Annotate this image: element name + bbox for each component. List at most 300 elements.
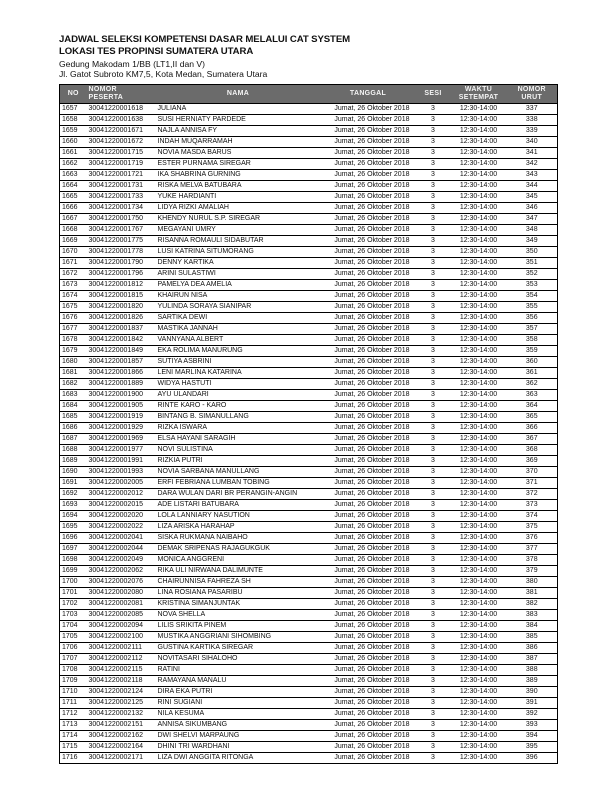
cell-nama: YULINDA SORAYA SIANIPAR	[156, 302, 321, 313]
cell-sesi: 3	[416, 214, 451, 225]
cell-nomor-peserta: 30041220001796	[87, 269, 156, 280]
cell-no: 1678	[60, 335, 87, 346]
cell-waktu: 12:30-14:00	[451, 170, 507, 181]
table-row	[60, 412, 558, 423]
table-row	[60, 159, 558, 170]
cell-no: 1713	[60, 720, 87, 731]
cell-sesi: 3	[416, 500, 451, 511]
table-header-row	[60, 85, 558, 104]
cell-tanggal: Jumat, 26 Oktober 2018	[321, 247, 416, 258]
cell-waktu: 12:30-14:00	[451, 742, 507, 753]
cell-nomor-peserta: 30041220002041	[87, 533, 156, 544]
cell-sesi: 3	[416, 269, 451, 280]
cell-tanggal: Jumat, 26 Oktober 2018	[321, 236, 416, 247]
cell-no: 1665	[60, 192, 87, 203]
cell-sesi: 3	[416, 522, 451, 533]
cell-no: 1691	[60, 478, 87, 489]
cell-tanggal: Jumat, 26 Oktober 2018	[321, 335, 416, 346]
cell-nomor-urut: 343	[507, 170, 558, 181]
cell-waktu: 12:30-14:00	[451, 544, 507, 555]
table-row	[60, 247, 558, 258]
cell-no: 1669	[60, 236, 87, 247]
table-row	[60, 588, 558, 599]
cell-nomor-peserta: 30041220001905	[87, 401, 156, 412]
cell-tanggal: Jumat, 26 Oktober 2018	[321, 346, 416, 357]
cell-tanggal: Jumat, 26 Oktober 2018	[321, 280, 416, 291]
cell-no: 1683	[60, 390, 87, 401]
cell-no: 1684	[60, 401, 87, 412]
cell-sesi: 3	[416, 687, 451, 698]
cell-nama: JULIANA	[156, 104, 321, 115]
cell-nama: DWI SHELVI MARPAUNG	[156, 731, 321, 742]
cell-no: 1702	[60, 599, 87, 610]
cell-nama: ELSA HAYANI SARAGIH	[156, 434, 321, 445]
cell-tanggal: Jumat, 26 Oktober 2018	[321, 742, 416, 753]
cell-nomor-peserta: 30041220001790	[87, 258, 156, 269]
cell-tanggal: Jumat, 26 Oktober 2018	[321, 214, 416, 225]
cell-sesi: 3	[416, 280, 451, 291]
cell-tanggal: Jumat, 26 Oktober 2018	[321, 610, 416, 621]
cell-waktu: 12:30-14:00	[451, 676, 507, 687]
cell-nama: RIZKA ISWARA	[156, 423, 321, 434]
cell-nomor-peserta: 30041220001815	[87, 291, 156, 302]
cell-no: 1708	[60, 665, 87, 676]
cell-waktu: 12:30-14:00	[451, 357, 507, 368]
cell-sesi: 3	[416, 544, 451, 555]
cell-tanggal: Jumat, 26 Oktober 2018	[321, 203, 416, 214]
cell-nomor-urut: 394	[507, 731, 558, 742]
cell-nomor-peserta: 30041220002115	[87, 665, 156, 676]
cell-sesi: 3	[416, 302, 451, 313]
cell-nama: NOVI SULISTINA	[156, 445, 321, 456]
table-row	[60, 313, 558, 324]
cell-nomor-peserta: 30041220001837	[87, 324, 156, 335]
cell-sesi: 3	[416, 445, 451, 456]
cell-nomor-urut: 371	[507, 478, 558, 489]
cell-sesi: 3	[416, 478, 451, 489]
cell-no: 1674	[60, 291, 87, 302]
cell-nomor-peserta: 30041220002112	[87, 654, 156, 665]
cell-waktu: 12:30-14:00	[451, 302, 507, 313]
cell-tanggal: Jumat, 26 Oktober 2018	[321, 632, 416, 643]
cell-tanggal: Jumat, 26 Oktober 2018	[321, 269, 416, 280]
cell-waktu: 12:30-14:00	[451, 731, 507, 742]
cell-nomor-peserta: 30041220002081	[87, 599, 156, 610]
cell-nomor-urut: 361	[507, 368, 558, 379]
cell-nama: LOLA LANNIARY NASUTION	[156, 511, 321, 522]
cell-sesi: 3	[416, 401, 451, 412]
cell-waktu: 12:30-14:00	[451, 346, 507, 357]
cell-nomor-peserta: 30041220001919	[87, 412, 156, 423]
cell-nama: RATINI	[156, 665, 321, 676]
cell-nomor-peserta: 30041220001733	[87, 192, 156, 203]
cell-waktu: 12:30-14:00	[451, 456, 507, 467]
cell-waktu: 12:30-14:00	[451, 665, 507, 676]
table-row	[60, 676, 558, 687]
table-row	[60, 291, 558, 302]
header-nomor-peserta: NOMOR PESERTA	[87, 85, 156, 104]
table-row	[60, 566, 558, 577]
cell-tanggal: Jumat, 26 Oktober 2018	[321, 643, 416, 654]
cell-nomor-peserta: 30041220001715	[87, 148, 156, 159]
cell-nomor-urut: 349	[507, 236, 558, 247]
cell-no: 1657	[60, 104, 87, 115]
table-row	[60, 214, 558, 225]
cell-tanggal: Jumat, 26 Oktober 2018	[321, 192, 416, 203]
cell-nama: ERFI FEBRIANA LUMBAN TOBING	[156, 478, 321, 489]
cell-nama: KRISTINA SIMANJUNTAK	[156, 599, 321, 610]
cell-nomor-urut: 382	[507, 599, 558, 610]
cell-sesi: 3	[416, 599, 451, 610]
cell-nama: LIZA DWI ANGGITA RITONGA	[156, 753, 321, 764]
cell-nama: MASTIKA JANNAH	[156, 324, 321, 335]
cell-tanggal: Jumat, 26 Oktober 2018	[321, 181, 416, 192]
cell-waktu: 12:30-14:00	[451, 412, 507, 423]
cell-sesi: 3	[416, 236, 451, 247]
cell-nomor-urut: 395	[507, 742, 558, 753]
table-row	[60, 192, 558, 203]
cell-no: 1716	[60, 753, 87, 764]
cell-nama: RAMAYANA MANALU	[156, 676, 321, 687]
cell-waktu: 12:30-14:00	[451, 247, 507, 258]
cell-tanggal: Jumat, 26 Oktober 2018	[321, 577, 416, 588]
cell-tanggal: Jumat, 26 Oktober 2018	[321, 478, 416, 489]
cell-tanggal: Jumat, 26 Oktober 2018	[321, 258, 416, 269]
cell-nama: MUSTIKA ANGGRIANI SIHOMBING	[156, 632, 321, 643]
cell-waktu: 12:30-14:00	[451, 632, 507, 643]
cell-waktu: 12:30-14:00	[451, 236, 507, 247]
cell-nomor-urut: 341	[507, 148, 558, 159]
cell-no: 1706	[60, 643, 87, 654]
cell-sesi: 3	[416, 511, 451, 522]
cell-waktu: 12:30-14:00	[451, 643, 507, 654]
cell-nama: INDAH MUQARRAMAH	[156, 137, 321, 148]
table-row	[60, 258, 558, 269]
cell-nomor-peserta: 30041220001977	[87, 445, 156, 456]
cell-nomor-urut: 360	[507, 357, 558, 368]
cell-sesi: 3	[416, 709, 451, 720]
cell-waktu: 12:30-14:00	[451, 368, 507, 379]
cell-waktu: 12:30-14:00	[451, 621, 507, 632]
cell-no: 1686	[60, 423, 87, 434]
cell-nama: KHAIRUN NISA	[156, 291, 321, 302]
cell-tanggal: Jumat, 26 Oktober 2018	[321, 522, 416, 533]
cell-nama: DIRA EKA PUTRI	[156, 687, 321, 698]
cell-sesi: 3	[416, 159, 451, 170]
cell-no: 1682	[60, 379, 87, 390]
cell-nomor-peserta: 30041220002015	[87, 500, 156, 511]
cell-nama: NOVITASARI SIHALOHO	[156, 654, 321, 665]
cell-nama: IKA SHABRINA GURNING	[156, 170, 321, 181]
cell-waktu: 12:30-14:00	[451, 335, 507, 346]
cell-nomor-urut: 356	[507, 313, 558, 324]
cell-sesi: 3	[416, 742, 451, 753]
cell-sesi: 3	[416, 489, 451, 500]
cell-sesi: 3	[416, 577, 451, 588]
cell-nomor-peserta: 30041220001767	[87, 225, 156, 236]
cell-nama: CHAIRUNNISA FAHREZA SH	[156, 577, 321, 588]
cell-no: 1700	[60, 577, 87, 588]
cell-waktu: 12:30-14:00	[451, 137, 507, 148]
cell-waktu: 12:30-14:00	[451, 555, 507, 566]
table-row	[60, 126, 558, 137]
cell-nomor-urut: 355	[507, 302, 558, 313]
cell-nomor-peserta: 30041220001671	[87, 126, 156, 137]
cell-tanggal: Jumat, 26 Oktober 2018	[321, 720, 416, 731]
cell-nomor-urut: 346	[507, 203, 558, 214]
cell-no: 1688	[60, 445, 87, 456]
cell-tanggal: Jumat, 26 Oktober 2018	[321, 599, 416, 610]
table-row	[60, 720, 558, 731]
header-tanggal: TANGGAL	[321, 85, 416, 104]
cell-no: 1673	[60, 280, 87, 291]
cell-nomor-peserta: 30041220002076	[87, 577, 156, 588]
cell-nomor-peserta: 30041220002094	[87, 621, 156, 632]
cell-waktu: 12:30-14:00	[451, 225, 507, 236]
cell-nomor-urut: 383	[507, 610, 558, 621]
cell-sesi: 3	[416, 368, 451, 379]
cell-sesi: 3	[416, 324, 451, 335]
cell-nomor-urut: 384	[507, 621, 558, 632]
header-nomor-urut: NOMOR URUT	[507, 85, 558, 104]
cell-waktu: 12:30-14:00	[451, 522, 507, 533]
cell-tanggal: Jumat, 26 Oktober 2018	[321, 104, 416, 115]
table-row	[60, 203, 558, 214]
cell-no: 1689	[60, 456, 87, 467]
cell-nama: DEMAK SRIPENAS RAJAGUKGUK	[156, 544, 321, 555]
cell-tanggal: Jumat, 26 Oktober 2018	[321, 434, 416, 445]
cell-tanggal: Jumat, 26 Oktober 2018	[321, 159, 416, 170]
cell-sesi: 3	[416, 698, 451, 709]
cell-nomor-urut: 348	[507, 225, 558, 236]
cell-sesi: 3	[416, 720, 451, 731]
cell-nama: SISKA RUKMANA NAIBAHO	[156, 533, 321, 544]
table-row	[60, 753, 558, 764]
table-row	[60, 698, 558, 709]
cell-no: 1710	[60, 687, 87, 698]
cell-nomor-peserta: 30041220002111	[87, 643, 156, 654]
cell-tanggal: Jumat, 26 Oktober 2018	[321, 291, 416, 302]
cell-waktu: 12:30-14:00	[451, 313, 507, 324]
cell-sesi: 3	[416, 533, 451, 544]
cell-no: 1658	[60, 115, 87, 126]
cell-no: 1680	[60, 357, 87, 368]
cell-waktu: 12:30-14:00	[451, 401, 507, 412]
cell-no: 1675	[60, 302, 87, 313]
table-row	[60, 654, 558, 665]
cell-sesi: 3	[416, 731, 451, 742]
cell-nomor-urut: 365	[507, 412, 558, 423]
table-row	[60, 357, 558, 368]
table-row	[60, 610, 558, 621]
cell-nomor-peserta: 30041220002132	[87, 709, 156, 720]
table-row	[60, 423, 558, 434]
cell-nomor-peserta: 30041220001991	[87, 456, 156, 467]
cell-nama: RINI SUGIANI	[156, 698, 321, 709]
cell-nama: WIDYA HASTUTI	[156, 379, 321, 390]
cell-sesi: 3	[416, 665, 451, 676]
cell-no: 1696	[60, 533, 87, 544]
cell-nama: DENNY KARTIKA	[156, 258, 321, 269]
cell-nomor-urut: 380	[507, 577, 558, 588]
cell-sesi: 3	[416, 291, 451, 302]
cell-tanggal: Jumat, 26 Oktober 2018	[321, 324, 416, 335]
cell-no: 1693	[60, 500, 87, 511]
cell-tanggal: Jumat, 26 Oktober 2018	[321, 687, 416, 698]
cell-nama: VANNYANA ALBERT	[156, 335, 321, 346]
cell-nomor-peserta: 30041220001812	[87, 280, 156, 291]
cell-sesi: 3	[416, 434, 451, 445]
cell-no: 1667	[60, 214, 87, 225]
cell-nama: SUTIYA ASBRINI	[156, 357, 321, 368]
cell-no: 1704	[60, 621, 87, 632]
address: Jl. Gatot Subroto KM7,5, Kota Medan, Sumatera Utara	[59, 69, 268, 79]
cell-waktu: 12:30-14:00	[451, 511, 507, 522]
cell-nama: BINTANG B. SIMANULLANG	[156, 412, 321, 423]
table-row	[60, 170, 558, 181]
cell-nomor-peserta: 30041220001857	[87, 357, 156, 368]
cell-sesi: 3	[416, 148, 451, 159]
table-row	[60, 742, 558, 753]
cell-nomor-urut: 338	[507, 115, 558, 126]
cell-nomor-peserta: 30041220001750	[87, 214, 156, 225]
cell-waktu: 12:30-14:00	[451, 148, 507, 159]
cell-nomor-peserta: 30041220002080	[87, 588, 156, 599]
cell-no: 1681	[60, 368, 87, 379]
cell-nama: RISANNA ROMAULI SIDABUTAR	[156, 236, 321, 247]
cell-tanggal: Jumat, 26 Oktober 2018	[321, 313, 416, 324]
cell-sesi: 3	[416, 258, 451, 269]
cell-tanggal: Jumat, 26 Oktober 2018	[321, 357, 416, 368]
cell-no: 1703	[60, 610, 87, 621]
table-row	[60, 687, 558, 698]
cell-tanggal: Jumat, 26 Oktober 2018	[321, 654, 416, 665]
table-row	[60, 665, 558, 676]
cell-waktu: 12:30-14:00	[451, 291, 507, 302]
cell-waktu: 12:30-14:00	[451, 104, 507, 115]
cell-no: 1663	[60, 170, 87, 181]
cell-sesi: 3	[416, 115, 451, 126]
cell-sesi: 3	[416, 390, 451, 401]
cell-waktu: 12:30-14:00	[451, 599, 507, 610]
cell-nomor-urut: 363	[507, 390, 558, 401]
cell-nama: RISKA MELVA BATUBARA	[156, 181, 321, 192]
cell-tanggal: Jumat, 26 Oktober 2018	[321, 676, 416, 687]
cell-nomor-peserta: 30041220001929	[87, 423, 156, 434]
cell-waktu: 12:30-14:00	[451, 533, 507, 544]
cell-nomor-urut: 342	[507, 159, 558, 170]
table-row	[60, 500, 558, 511]
cell-nomor-urut: 353	[507, 280, 558, 291]
table-row	[60, 522, 558, 533]
cell-nomor-peserta: 30041220001849	[87, 346, 156, 357]
cell-sesi: 3	[416, 126, 451, 137]
table-row	[60, 434, 558, 445]
cell-nomor-peserta: 30041220001826	[87, 313, 156, 324]
cell-nomor-urut: 351	[507, 258, 558, 269]
cell-no: 1666	[60, 203, 87, 214]
cell-nama: YUKE HARDIANTI	[156, 192, 321, 203]
cell-nama: LENI MARLINA KATARINA	[156, 368, 321, 379]
cell-waktu: 12:30-14:00	[451, 434, 507, 445]
table-row	[60, 533, 558, 544]
cell-nama: MEGAYANI UMRY	[156, 225, 321, 236]
cell-no: 1660	[60, 137, 87, 148]
cell-nomor-peserta: 30041220002049	[87, 555, 156, 566]
cell-tanggal: Jumat, 26 Oktober 2018	[321, 544, 416, 555]
table-row	[60, 324, 558, 335]
cell-nama: SUSI HERNIATY PARDEDE	[156, 115, 321, 126]
cell-nomor-urut: 344	[507, 181, 558, 192]
cell-nomor-peserta: 30041220001618	[87, 104, 156, 115]
cell-tanggal: Jumat, 26 Oktober 2018	[321, 566, 416, 577]
cell-tanggal: Jumat, 26 Oktober 2018	[321, 115, 416, 126]
cell-no: 1671	[60, 258, 87, 269]
table-row	[60, 489, 558, 500]
cell-waktu: 12:30-14:00	[451, 588, 507, 599]
cell-nomor-peserta: 30041220001719	[87, 159, 156, 170]
cell-nomor-peserta: 30041220001638	[87, 115, 156, 126]
cell-no: 1679	[60, 346, 87, 357]
table-row	[60, 731, 558, 742]
cell-sesi: 3	[416, 566, 451, 577]
cell-nomor-peserta: 30041220001775	[87, 236, 156, 247]
cell-no: 1664	[60, 181, 87, 192]
cell-sesi: 3	[416, 170, 451, 181]
cell-waktu: 12:30-14:00	[451, 489, 507, 500]
cell-nomor-peserta: 30041220002085	[87, 610, 156, 621]
cell-waktu: 12:30-14:00	[451, 610, 507, 621]
cell-nomor-peserta: 30041220002164	[87, 742, 156, 753]
cell-nomor-peserta: 30041220001731	[87, 181, 156, 192]
cell-nomor-urut: 364	[507, 401, 558, 412]
header-sesi: SESI	[416, 85, 451, 104]
cell-no: 1712	[60, 709, 87, 720]
cell-no: 1662	[60, 159, 87, 170]
cell-nomor-peserta: 30041220001734	[87, 203, 156, 214]
cell-tanggal: Jumat, 26 Oktober 2018	[321, 390, 416, 401]
cell-nama: NILA KESUMA	[156, 709, 321, 720]
cell-nomor-urut: 378	[507, 555, 558, 566]
cell-waktu: 12:30-14:00	[451, 324, 507, 335]
cell-nomor-urut: 367	[507, 434, 558, 445]
cell-nomor-urut: 358	[507, 335, 558, 346]
table-row	[60, 643, 558, 654]
cell-nama: GUSTINA KARTIKA SIREGAR	[156, 643, 321, 654]
cell-sesi: 3	[416, 632, 451, 643]
table-row	[60, 621, 558, 632]
cell-nomor-urut: 391	[507, 698, 558, 709]
table-row	[60, 302, 558, 313]
cell-waktu: 12:30-14:00	[451, 181, 507, 192]
cell-nomor-urut: 350	[507, 247, 558, 258]
cell-nama: LIZA ARISKA HARAHAP	[156, 522, 321, 533]
cell-tanggal: Jumat, 26 Oktober 2018	[321, 379, 416, 390]
cell-no: 1697	[60, 544, 87, 555]
cell-no: 1668	[60, 225, 87, 236]
cell-no: 1701	[60, 588, 87, 599]
cell-nomor-urut: 389	[507, 676, 558, 687]
cell-sesi: 3	[416, 423, 451, 434]
cell-nama: ESTER PURNAMA SIREGAR	[156, 159, 321, 170]
cell-tanggal: Jumat, 26 Oktober 2018	[321, 621, 416, 632]
cell-no: 1692	[60, 489, 87, 500]
cell-sesi: 3	[416, 753, 451, 764]
cell-nama: SARTIKA DEWI	[156, 313, 321, 324]
schedule-table	[59, 84, 558, 764]
header-nama: NAMA	[156, 85, 321, 104]
cell-sesi: 3	[416, 192, 451, 203]
